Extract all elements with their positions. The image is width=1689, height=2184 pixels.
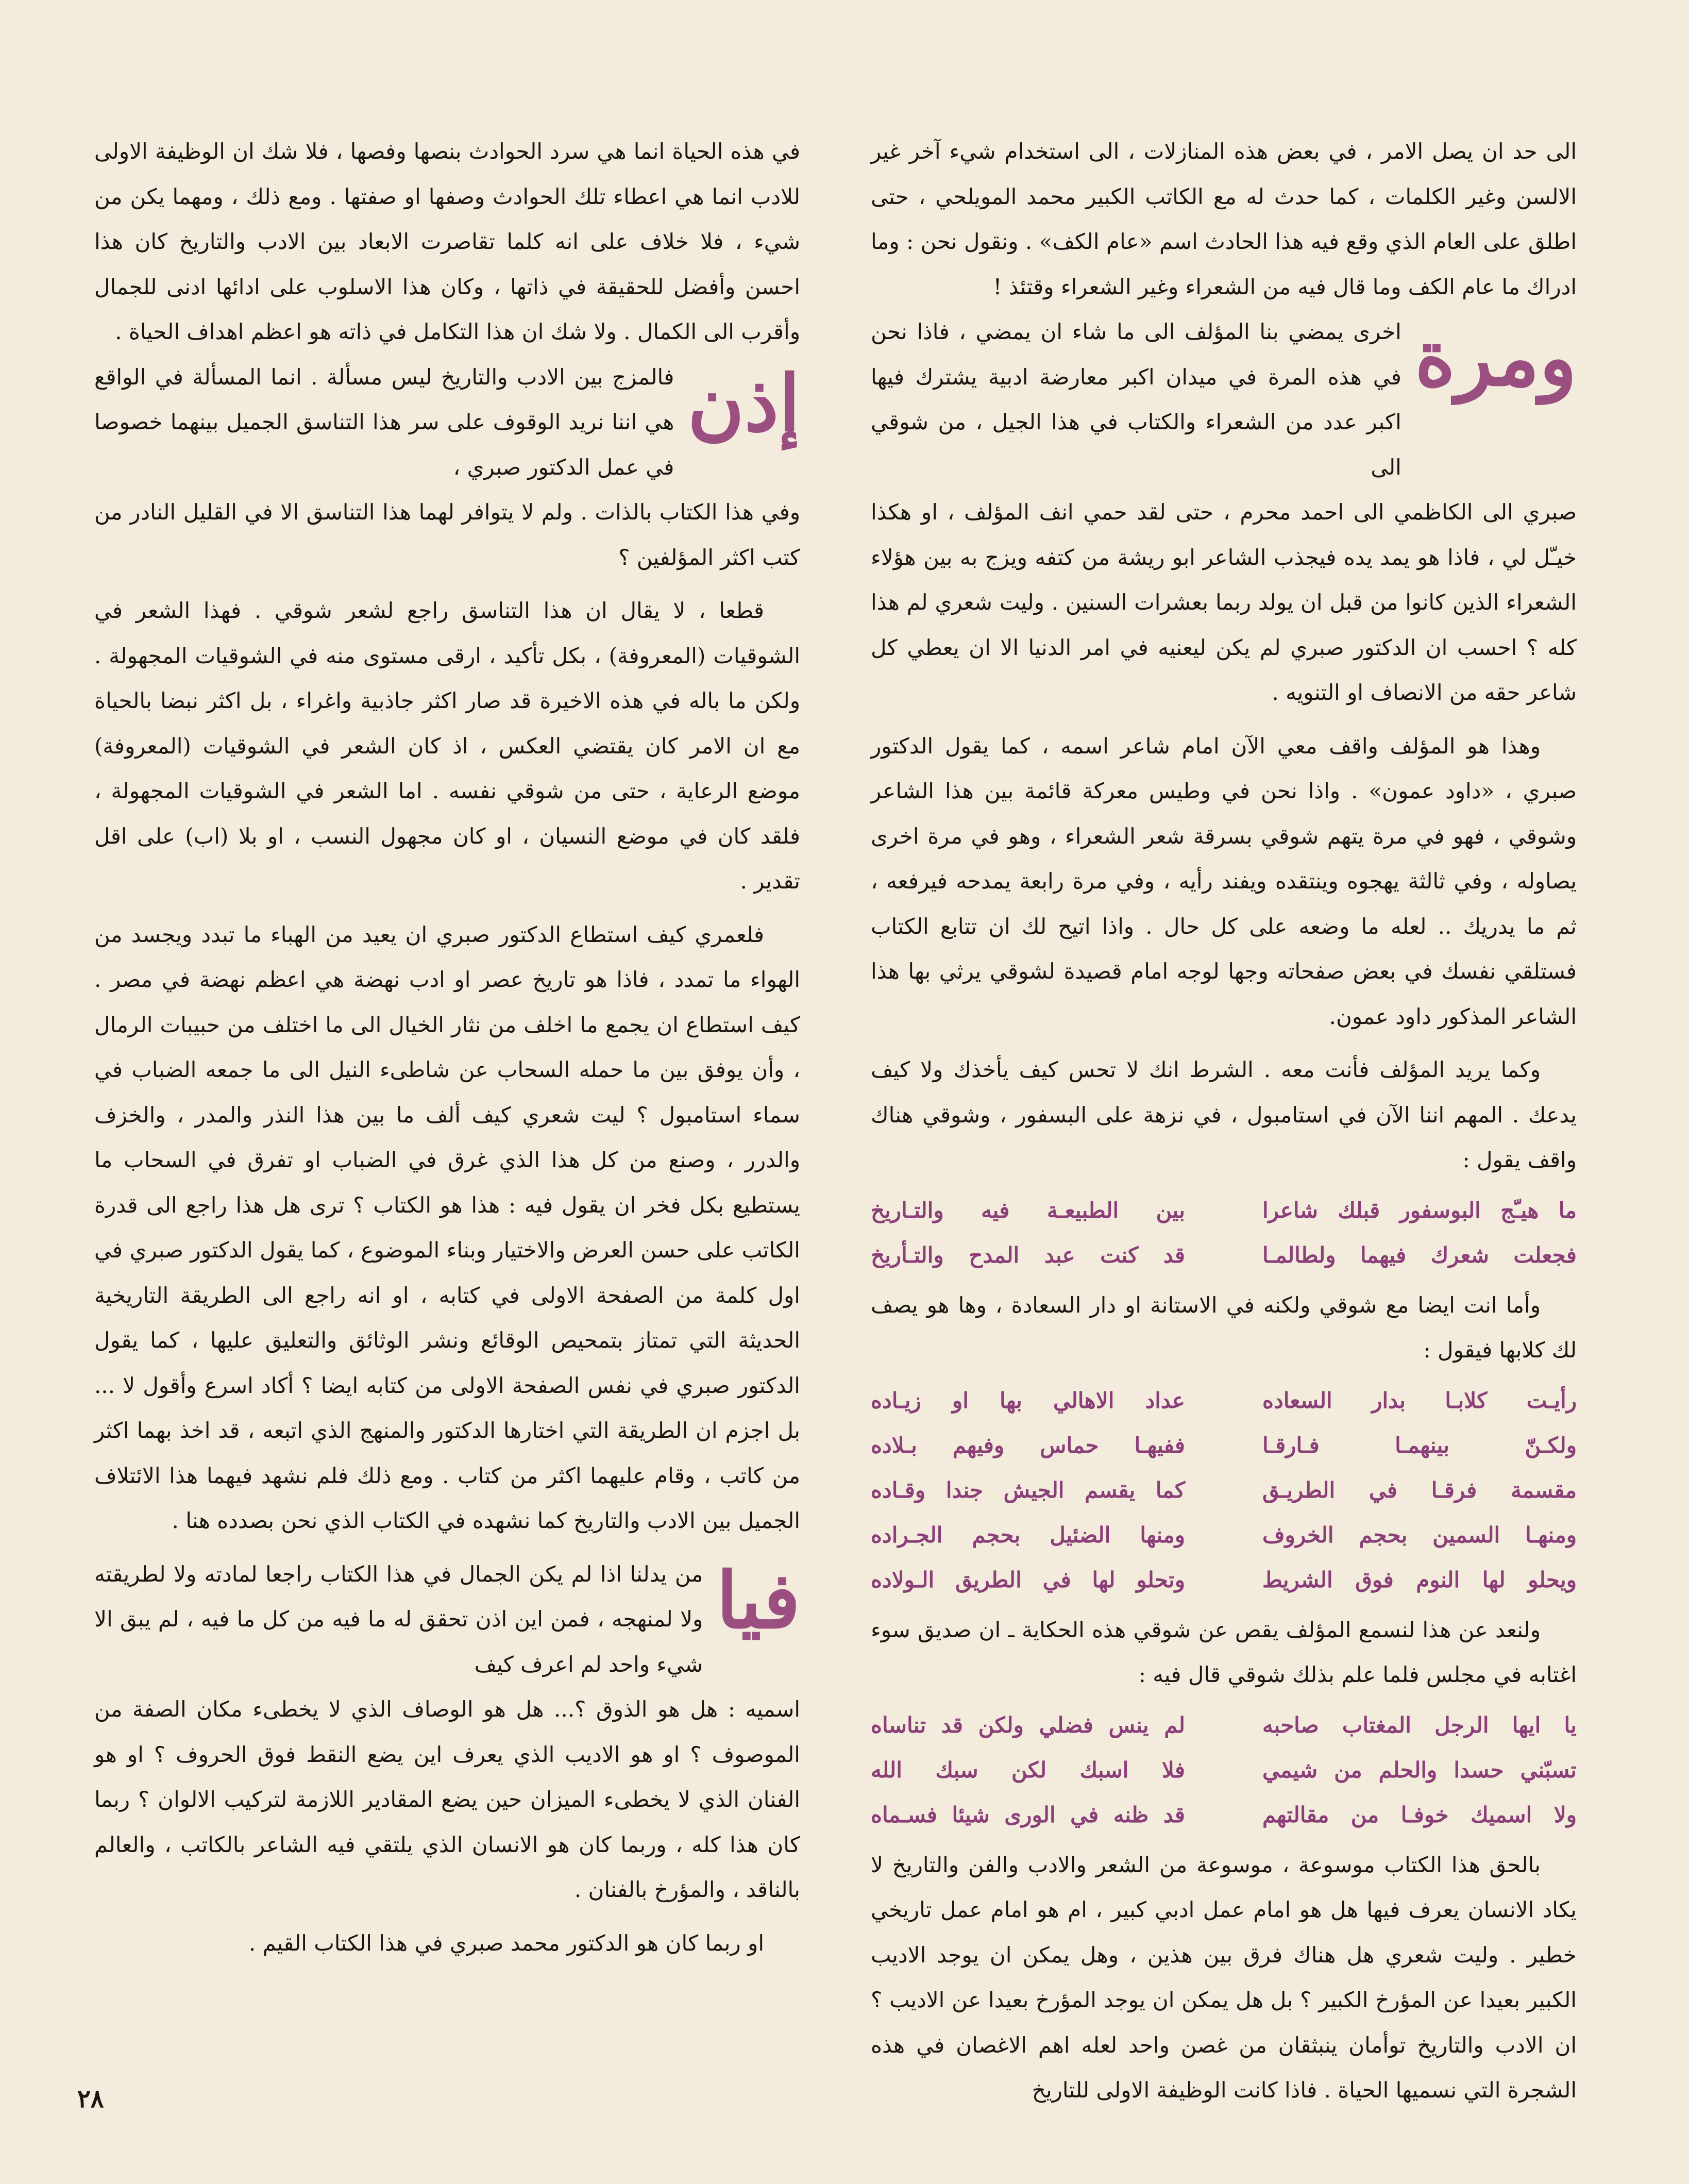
paragraph <box>871 1607 1577 1698</box>
paragraph <box>871 490 1577 715</box>
text-line: اسم «عام الكف» . ونقول نحن : وما ادراك ما عام الكف وما قال فيه <box>871 229 1577 299</box>
text-line: كتفه ويزج به بين هؤلاء الشعراء الذين كانوا من قبل ان يولد ربما <box>871 544 1577 615</box>
text-line: بالحق هذا الكتاب موسوعة ، موسوعة من الشعر والادب والفن <box>968 1852 1541 1877</box>
verse-second-hemistich: قد كنت عبد المدح والتـأريخ <box>871 1242 1185 1268</box>
text-line: وجها لوجه امام قصيدة لشوقي يرثي بها هذا الشاعر المذكور داود عمون. <box>871 959 1577 1029</box>
verse-line <box>871 1188 1577 1233</box>
poem-verse <box>871 1188 1577 1278</box>
verse-line <box>871 1378 1577 1423</box>
text-line: الكبير محمد المويلحي ، حتى اطلق على العام الذي وقع فيه هذا الحادث <box>871 183 1577 254</box>
text-line: وكان هذا الاسلوب على ادائها ادنى للجمال وأقرب الى الكمال . <box>94 274 800 344</box>
text-line: هي اعظم نهضة في مصر . كيف استطاع ان يجمع ما اخلف من <box>94 967 800 1037</box>
text-line: في الشوقيات (المعروفة) ، بكل تأكيد ، ارقى مستوى منه في الشوقيات <box>94 598 801 668</box>
text-line: كان مجهول النسب ، او بلا (اب) على اقل تقدير . <box>94 823 800 894</box>
paragraph <box>94 1921 800 1966</box>
paragraph <box>871 1047 1577 1183</box>
text-line: الوظيفة الاولى للادب انما هي اعطاء تلك الحوادث وصفها او صفتها . <box>94 139 800 209</box>
poem-verse <box>871 1703 1577 1837</box>
text-line: في هذه المرة في ميدان اكبر معارضة ادبية يشترك فيها اكبر <box>871 364 1401 434</box>
poem-verse <box>871 1378 1577 1602</box>
verse-first-hemistich: ومنهـا السمين بحجم الخروف <box>1262 1522 1577 1548</box>
text-line: اللازمة لتركيب الالوان ؟ ربما كان هذا كله ، وربما كان هو <box>94 1787 801 1857</box>
text-line: الانصاف او التنويه . <box>1272 680 1443 705</box>
text-line: كتابه ، او انه راجع الى الطريقة التاريخية الحديثة التي تمتاز بتمحيص <box>94 1282 800 1353</box>
drop-cap-word: فيا <box>716 1555 800 1646</box>
text-line: يأخذك ولا كيف يدعك . المهم اننا الآن في استامبول ، في نزهة على <box>871 1057 1577 1128</box>
text-line: شيء آخر غير الالسن وغير الكلمات ، كما حدث له مع الكاتب <box>871 139 1577 209</box>
drop-cap-word: إذن <box>687 358 800 449</box>
right-column <box>871 129 1577 2113</box>
verse-line <box>871 1423 1577 1468</box>
text-line: ليت شعري كيف ألف ما بين هذا النذر والمدر ، والخزف والدرر ، <box>94 1102 800 1172</box>
text-line: الانسان الذي يلتقي فيه الشاعر بالكاتب ، والعالم بالناقد ، والمؤرخ <box>94 1832 800 1902</box>
paragraph <box>94 588 800 904</box>
verse-second-hemistich: كما يقسم الجيش جندا وقـاده <box>871 1477 1185 1503</box>
paragraph <box>871 724 1577 1039</box>
text-line: حال . واذا اتيح لك ان تتابع الكتاب فستلقي نفسك في بعض صفحاته <box>871 913 1577 984</box>
verse-line <box>871 1557 1577 1602</box>
text-line: عدد من الشعراء والكتاب في هذا الجيل ، من شوقي الى <box>871 409 1401 480</box>
text-line: اخرى يمضي بنا المؤلف الى ما شاء ان يمضي ، فاذا نحن <box>871 319 1401 344</box>
verse-first-hemistich: يا ايها الرجل المغتاب صاحبه <box>1262 1712 1577 1738</box>
text-line: فوق الحروف ؟ او هو الفنان الذي لا يخطىء الميزان حين يضع المقادير <box>94 1741 800 1812</box>
paragraph <box>94 1687 800 1912</box>
text-line: فيهما هذا الائتلاف الجميل بين الادب والتاريخ كما نشهده في <box>94 1463 800 1533</box>
paragraph <box>94 1552 703 1687</box>
verse-first-hemistich: ولا اسميك خوفـا من مقالتهم <box>1262 1802 1577 1827</box>
verse-first-hemistich: مقسمة فرقـا في الطريـق <box>1262 1477 1577 1503</box>
verse-first-hemistich: ولكـنّ بينهمـا فـارقـا <box>1262 1432 1577 1458</box>
paragraph <box>94 355 674 490</box>
verse-second-hemistich: ومنها الضئيل بحجم الجـراده <box>871 1522 1185 1548</box>
text-line: الشعر في الشوقيات (المعروفة) موضع الرعاية ، حتى من شوقي نفسه . <box>94 733 801 803</box>
paragraph <box>94 129 800 355</box>
verse-second-hemistich: قد ظنه في الورى شيئا فسـماه <box>871 1802 1185 1827</box>
text-line: صبري لم يكن ليعنيه في امر الدنيا الا ان يعطي كل شاعر حقه من <box>871 634 1577 705</box>
text-line: الصفة من الموصوف ؟ او هو الاديب الذي يعرف اين يضع النقط <box>94 1696 800 1767</box>
drop-cap-word: ومرة <box>1414 313 1577 404</box>
verse-second-hemistich: وتحلو لها في الطريق الـولاده <box>871 1567 1185 1592</box>
text-line: ان الطريقة التي اختارها الدكتور والمنهج الذي اتبعه ، قد اخذ بهما <box>137 1418 718 1443</box>
text-line: الى حد ان يصل الامر ، في بعض هذه المنازلات ، الى استخدام <box>1004 139 1577 164</box>
text-line: اكثر من كاتب ، وقام عليهما اكثر من كتاب . ومع ذلك فلم نشهد <box>94 1418 800 1488</box>
verse-line <box>871 1513 1577 1557</box>
verse-first-hemistich: رأيـت كلابـا بدار السعاده <box>1262 1387 1577 1413</box>
text-line: الادب والتاريخ توأمان ينبثقان من غصن واحد لعله اهم الاغصان <box>956 2032 1544 2058</box>
text-line: ان صديق سوء اغتابه في مجلس فلما علم بذلك شوقي قال فيه : <box>871 1617 1577 1687</box>
text-line: كما يقول الدكتور صبري في اول كلمة من الصفحة الاولى في <box>94 1237 800 1308</box>
text-line: فلعمري كيف استطاع الدكتور صبري ان يعيد من الهباء ما <box>243 921 764 947</box>
verse-line <box>871 1703 1577 1748</box>
drop-cap-block <box>94 355 800 490</box>
text-line: بعشرات السنين . وليت شعري لم هذا كله ؟ احسب ان الدكتور <box>871 590 1577 660</box>
text-line: ولا لطريقته ولا لمنهجه ، فمن اين اذن تحقق له ما فيه <box>94 1561 703 1632</box>
drop-cap-block <box>94 1552 800 1687</box>
text-line: بل اكثر نبضا بالحياة مع ان الامر كان يقتضي العكس ، اذ كان <box>94 688 800 759</box>
verse-line <box>871 1792 1577 1837</box>
text-line: المجهولة . ولكن ما باله في هذه الاخيرة قد صار اكثر جاذبية واغراء ، <box>94 643 800 713</box>
paragraph <box>871 1283 1577 1373</box>
text-line: وأما انت ايضا مع شوقي ولكنه في الاستانة او دار السعادة ، <box>995 1292 1541 1318</box>
left-column <box>94 129 800 1965</box>
text-line: وها هو يصف لك كلابها فيقول : <box>871 1292 1577 1363</box>
paragraph <box>871 129 1577 309</box>
text-line: وهذا هو المؤلف واقف معي الآن امام شاعر اسمه ، كما يقول <box>944 733 1541 759</box>
text-line: قطعا ، لا يقال ان هذا التناسق راجع لشعر شوقي . فهذا الشعر <box>136 598 764 623</box>
verse-line <box>871 1468 1577 1513</box>
verse-second-hemistich: بين الطبيعـة فيه والتـاريخ <box>871 1197 1185 1223</box>
verse-line <box>871 1233 1577 1278</box>
text-line: في الواقع هي اننا نريد الوقوف على سر هذا التناسق <box>94 364 674 434</box>
text-line: الكتاب الذي نحن بصدده هنا . <box>172 1508 430 1533</box>
text-line: في هذه الشجرة التي نسميها الحياة . فاذا كانت الوظيفة الاولى للتاريخ <box>871 2032 1577 2103</box>
text-line: صبري الى الكاظمي الى احمد محرم ، حتى لقد حمي انف المؤلف ، <box>947 499 1577 525</box>
text-line: تبدد ويجسد من الهواء ما تمدد ، فاذا هو تاريخ عصر او ادب نهضة <box>94 921 800 992</box>
paragraph <box>871 1842 1577 2113</box>
text-line: اما الشعر في الشوقيات المجهولة ، فلقد كان في موضع النسيان ، او <box>94 778 800 849</box>
text-line: هذين ، وهل يمكن ان يوجد الاديب الكبير بعيدا عن المؤرخ <box>871 1942 1577 2012</box>
text-line: بالفنان . <box>574 1877 648 1902</box>
verse-first-hemistich: تسبّني حسدا والحلم من شيمي <box>1262 1757 1577 1783</box>
text-line: في هذه الحياة انما هي سرد الحوادث بنصها وفصها ، فلا شك ان <box>232 139 800 164</box>
text-line: او هكذا خيـّل لي ، فاذا هو يمد يده فيجذب الشاعر ابو ريشة من <box>871 499 1577 570</box>
paragraph <box>94 912 800 1543</box>
text-line: وفي مرة رابعة يمدحه فيرفعه ، ثم ما يدريك .. لعله ما وضعه على كل <box>871 868 1577 939</box>
text-line: السحاب عن شاطىء النيل الى ما جمعه الضباب في سماء استامبول ؟ <box>94 1057 800 1128</box>
text-line: الدكتور صبري ، «داود عمون» . واذا نحن في وطيس معركة قائمة <box>871 733 1577 803</box>
text-line: الابعاد بين الادب والتاريخ كان هذا احسن وأفضل للحقيقة في ذاتها ، <box>94 229 800 299</box>
verse-first-hemistich: فجعلت شعرك فيهما ولطالمـا <box>1262 1242 1577 1268</box>
text-line: ولنعد عن هذا لنسمع المؤلف يقص عن شوقي هذه الحكاية ـ <box>1008 1617 1541 1642</box>
text-line: راجع الى قدرة الكاتب على حسن العرض والاختيار وبناء الموضوع ، <box>94 1192 800 1263</box>
verse-second-hemistich: فلا اسبك لكن سبك الله <box>871 1757 1185 1783</box>
text-line: البسفور ، وشوقي هناك واقف يقول : <box>871 1102 1577 1172</box>
verse-second-hemistich: لم ينس فضلي ولكن قد تناساه <box>871 1712 1185 1738</box>
text-line: من يدلنا اذا لم يكن الجمال في هذا الكتاب راجعا لمادته <box>204 1561 703 1587</box>
text-line: الصفحة الاولى من كتابه ايضا ؟ أكاد اسرع وأقول لا ... بل اجزم <box>94 1372 800 1443</box>
verse-first-hemistich: ويحلو لها النوم فوق الشريط <box>1262 1567 1577 1592</box>
text-line: وهو في مرة اخرى يصاوله ، وفي ثالثة يهجوه وينتقده ويفند رأيه ، <box>871 823 1577 894</box>
page-number: ٢٨ <box>77 2085 104 2113</box>
text-line: نثار الخيال الى ما اختلف من حبيبات الرمال ، وأن يوفق بين ما حمله <box>94 1012 800 1082</box>
verse-line <box>871 1748 1577 1792</box>
text-line: ام هو امام عمل تاريخي خطير . وليت شعري هل هناك فرق بين <box>871 1897 1577 1968</box>
text-line: والتاريخ لا يكاد الانسان يعرف فيها هل هو امام عمل ادبي كبير ، <box>871 1852 1577 1922</box>
text-line: فالمزج بين الادب والتاريخ ليس مسألة . انما المسألة <box>192 364 674 390</box>
text-line: وكما يريد المؤلف فأنت معه . الشرط انك لا تحس كيف <box>1019 1057 1541 1082</box>
text-line: الجميل بينهما خصوصا في عمل الدكتور صبري ، <box>94 409 674 480</box>
text-line: وفي هذا الكتاب بالذات . ولم لا يتوافر لهما هذا التناسق الا في القليل <box>183 499 801 525</box>
text-line: او ربما كان هو الدكتور محمد صبري في هذا الكتاب القيم . <box>248 1930 764 1956</box>
text-line: من كل ما فيه ، لم يبق الا شيء واحد لم اعرف كيف <box>94 1606 703 1677</box>
text-line: الكبير ؟ بل هل يمكن ان يوجد المؤرخ بعيدا عن الاديب ؟ ان <box>871 1987 1577 2058</box>
drop-cap-block <box>871 309 1577 490</box>
text-line: يستطيع بكل فخر ان يقول فيه : هذا هو الكتاب ؟ ترى هل هذا <box>235 1192 800 1218</box>
text-line: من الشعراء وغير الشعراء وقتئذ ! <box>993 274 1291 299</box>
text-line: اسميه : هل هو الذوق ؟... هل هو الوصاف الذي لا يخطىء مكان <box>196 1696 800 1722</box>
verse-first-hemistich: ما هيـّج البوسفور قبلك شاعرا <box>1262 1197 1577 1223</box>
text-line: الوقائع ونشر الوثائق والتعليق عليها ، كما يقول الدكتور صبري في نفس <box>94 1328 800 1398</box>
paragraph <box>871 309 1401 490</box>
paragraph <box>94 490 800 580</box>
verse-second-hemistich: ففيهـا حماس وفيهم بـلاده <box>871 1432 1185 1458</box>
text-line: النادر من كتب اكثر المؤلفين ؟ <box>94 499 800 570</box>
verse-second-hemistich: عداد الاهالي بها او زيـاده <box>871 1387 1185 1413</box>
text-line: ولا شك ان هذا التكامل في ذاته هو اعظم اهداف الحياة . <box>115 319 617 344</box>
text-line: وصنع من كل هذا الذي غرق في الضباب او تفرق في السحاب ما <box>94 1147 716 1172</box>
text-line: ومع ذلك ، ومهما يكن من شيء ، فلا خلاف على انه كلما تقاصرت <box>94 183 801 254</box>
text-line: بين هذا الشاعر وشوقي ، فهو في مرة يتهم شوقي بسرقة شعر الشعراء ، <box>871 778 1577 849</box>
